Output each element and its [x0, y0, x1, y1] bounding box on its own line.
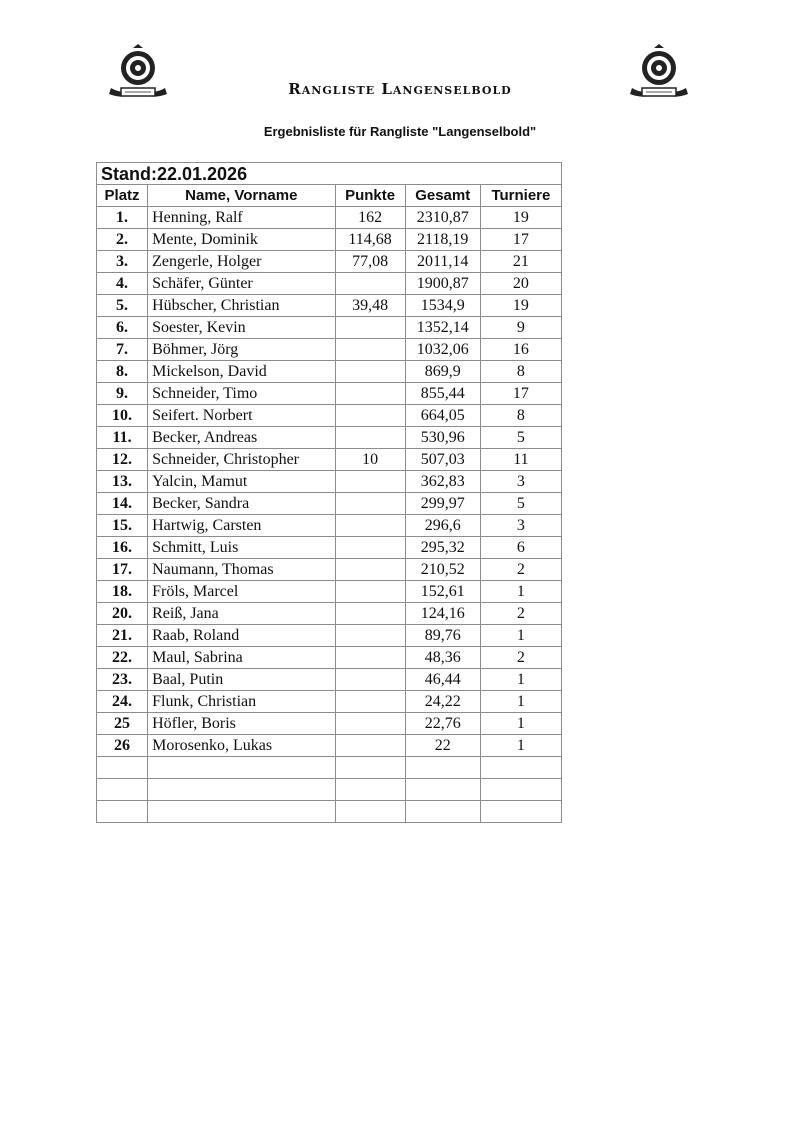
cell-turniere: 17 [480, 383, 561, 405]
cell-platz [97, 801, 148, 823]
cell-turniere: 2 [480, 603, 561, 625]
table-row [97, 207, 562, 229]
cell-turniere: 8 [480, 361, 561, 383]
cell-name: Becker, Andreas [148, 427, 335, 449]
cell-name: Baal, Putin [148, 669, 335, 691]
cell-punkte [335, 757, 405, 779]
cell-punkte [335, 427, 405, 449]
cell-gesamt: 869,9 [405, 361, 480, 383]
table-row [97, 625, 562, 647]
cell-name: Schneider, Timo [148, 383, 335, 405]
table-row [97, 317, 562, 339]
cell-punkte [335, 559, 405, 581]
cell-platz: 25 [97, 713, 148, 735]
stand-date: Stand:22.01.2026 [97, 163, 562, 185]
page-title: Rangliste Langenselbold [288, 80, 512, 98]
table-row [97, 713, 562, 735]
cell-gesamt: 664,05 [405, 405, 480, 427]
cell-punkte [335, 625, 405, 647]
table-row [97, 559, 562, 581]
cell-gesamt: 362,83 [405, 471, 480, 493]
cell-turniere [480, 801, 561, 823]
cell-name [148, 757, 335, 779]
column-header-name: Name, Vorname [148, 185, 335, 207]
cell-turniere: 3 [480, 515, 561, 537]
cell-punkte [335, 801, 405, 823]
cell-punkte [335, 515, 405, 537]
cell-turniere: 1 [480, 691, 561, 713]
cell-turniere: 16 [480, 339, 561, 361]
cell-turniere: 5 [480, 427, 561, 449]
cell-punkte [335, 713, 405, 735]
cell-name: Zengerle, Holger [148, 251, 335, 273]
table-row [97, 537, 562, 559]
table-row [97, 515, 562, 537]
cell-name: Mente, Dominik [148, 229, 335, 251]
cell-punkte [335, 537, 405, 559]
cell-turniere: 9 [480, 317, 561, 339]
table-row [97, 229, 562, 251]
cell-name: Yalcin, Mamut [148, 471, 335, 493]
cell-punkte [335, 669, 405, 691]
cell-name: Schäfer, Günter [148, 273, 335, 295]
cell-turniere: 19 [480, 207, 561, 229]
cell-name [148, 779, 335, 801]
cell-platz: 7. [97, 339, 148, 361]
cell-platz: 9. [97, 383, 148, 405]
cell-gesamt: 22 [405, 735, 480, 757]
cell-platz: 2. [97, 229, 148, 251]
cell-gesamt: 2011,14 [405, 251, 480, 273]
cell-turniere: 6 [480, 537, 561, 559]
cell-gesamt: 855,44 [405, 383, 480, 405]
cell-turniere: 1 [480, 735, 561, 757]
cell-punkte [335, 273, 405, 295]
cell-name: Reiß, Jana [148, 603, 335, 625]
cell-platz [97, 757, 148, 779]
table-row [97, 273, 562, 295]
cell-name: Morosenko, Lukas [148, 735, 335, 757]
cell-platz: 22. [97, 647, 148, 669]
cell-name: Soester, Kevin [148, 317, 335, 339]
table-row [97, 427, 562, 449]
cell-name: Flunk, Christian [148, 691, 335, 713]
cell-punkte [335, 691, 405, 713]
cell-platz: 6. [97, 317, 148, 339]
cell-platz: 20. [97, 603, 148, 625]
cell-punkte [335, 647, 405, 669]
cell-gesamt: 124,16 [405, 603, 480, 625]
table-row [97, 383, 562, 405]
cell-name: Naumann, Thomas [148, 559, 335, 581]
cell-punkte [335, 471, 405, 493]
header-row [97, 185, 562, 207]
cell-platz: 1. [97, 207, 148, 229]
cell-platz: 15. [97, 515, 148, 537]
cell-punkte: 162 [335, 207, 405, 229]
table-row [97, 405, 562, 427]
cell-punkte [335, 339, 405, 361]
table-row [97, 801, 562, 823]
table-row [97, 669, 562, 691]
cell-turniere: 20 [480, 273, 561, 295]
table-row [97, 581, 562, 603]
cell-gesamt: 22,76 [405, 713, 480, 735]
cell-name: Schneider, Christopher [148, 449, 335, 471]
table-row [97, 471, 562, 493]
cell-name: Raab, Roland [148, 625, 335, 647]
results-table [96, 162, 562, 823]
cell-gesamt [405, 757, 480, 779]
table-row [97, 757, 562, 779]
cell-turniere [480, 757, 561, 779]
cell-name: Maul, Sabrina [148, 647, 335, 669]
cell-platz: 8. [97, 361, 148, 383]
cell-name [148, 801, 335, 823]
cell-punkte [335, 493, 405, 515]
cell-punkte: 10 [335, 449, 405, 471]
cell-name: Hartwig, Carsten [148, 515, 335, 537]
column-header-punkte: Punkte [335, 185, 405, 207]
cell-platz: 11. [97, 427, 148, 449]
table-row [97, 295, 562, 317]
cell-name: Fröls, Marcel [148, 581, 335, 603]
cell-punkte [335, 405, 405, 427]
column-header-turniere: Turniere [480, 185, 561, 207]
table-row [97, 691, 562, 713]
table-row [97, 647, 562, 669]
cell-platz: 21. [97, 625, 148, 647]
cell-gesamt [405, 801, 480, 823]
cell-gesamt [405, 779, 480, 801]
cell-gesamt: 296,6 [405, 515, 480, 537]
table-row [97, 493, 562, 515]
table-row [97, 735, 562, 757]
cell-gesamt: 2310,87 [405, 207, 480, 229]
table-row [97, 779, 562, 801]
cell-platz: 18. [97, 581, 148, 603]
cell-turniere: 1 [480, 581, 561, 603]
cell-name: Seifert. Norbert [148, 405, 335, 427]
cell-platz [97, 779, 148, 801]
cell-gesamt: 507,03 [405, 449, 480, 471]
cell-punkte [335, 383, 405, 405]
table-row [97, 361, 562, 383]
cell-punkte: 77,08 [335, 251, 405, 273]
page-subtitle: Ergebnisliste für Rangliste "Langenselbold" [263, 124, 537, 139]
cell-platz: 12. [97, 449, 148, 471]
cell-platz: 24. [97, 691, 148, 713]
cell-gesamt: 48,36 [405, 647, 480, 669]
cell-platz: 13. [97, 471, 148, 493]
cell-punkte: 114,68 [335, 229, 405, 251]
column-header-platz: Platz [97, 185, 148, 207]
cell-gesamt: 210,52 [405, 559, 480, 581]
cell-turniere: 1 [480, 713, 561, 735]
cell-gesamt: 1900,87 [405, 273, 480, 295]
cell-turniere: 19 [480, 295, 561, 317]
cell-punkte [335, 581, 405, 603]
cell-turniere: 2 [480, 647, 561, 669]
cell-turniere [480, 779, 561, 801]
table-row [97, 603, 562, 625]
cell-turniere: 1 [480, 625, 561, 647]
cell-platz: 4. [97, 273, 148, 295]
cell-name: Hübscher, Christian [148, 295, 335, 317]
cell-platz: 14. [97, 493, 148, 515]
cell-platz: 5. [97, 295, 148, 317]
stand-row [97, 163, 562, 185]
cell-turniere: 8 [480, 405, 561, 427]
cell-punkte [335, 361, 405, 383]
cell-punkte: 39,48 [335, 295, 405, 317]
cell-gesamt: 1032,06 [405, 339, 480, 361]
cell-turniere: 21 [480, 251, 561, 273]
cell-gesamt: 2118,19 [405, 229, 480, 251]
table-row [97, 339, 562, 361]
cell-platz: 10. [97, 405, 148, 427]
cell-turniere: 3 [480, 471, 561, 493]
cell-punkte [335, 317, 405, 339]
cell-turniere: 5 [480, 493, 561, 515]
table-row [97, 449, 562, 471]
table-row [97, 251, 562, 273]
cell-name: Böhmer, Jörg [148, 339, 335, 361]
cell-platz: 3. [97, 251, 148, 273]
column-header-gesamt: Gesamt [405, 185, 480, 207]
cell-gesamt: 24,22 [405, 691, 480, 713]
cell-name: Henning, Ralf [148, 207, 335, 229]
cell-platz: 26 [97, 735, 148, 757]
cell-name: Schmitt, Luis [148, 537, 335, 559]
cell-punkte [335, 603, 405, 625]
cell-name: Höfler, Boris [148, 713, 335, 735]
cell-gesamt: 89,76 [405, 625, 480, 647]
cell-platz: 17. [97, 559, 148, 581]
cell-platz: 23. [97, 669, 148, 691]
cell-gesamt: 1534,9 [405, 295, 480, 317]
cell-gesamt: 295,32 [405, 537, 480, 559]
cell-gesamt: 46,44 [405, 669, 480, 691]
cell-punkte [335, 735, 405, 757]
cell-gesamt: 152,61 [405, 581, 480, 603]
cell-turniere: 2 [480, 559, 561, 581]
cell-turniere: 17 [480, 229, 561, 251]
cell-gesamt: 299,97 [405, 493, 480, 515]
cell-turniere: 1 [480, 669, 561, 691]
cell-punkte [335, 779, 405, 801]
cell-turniere: 11 [480, 449, 561, 471]
cell-gesamt: 1352,14 [405, 317, 480, 339]
cell-name: Mickelson, David [148, 361, 335, 383]
cell-platz: 16. [97, 537, 148, 559]
cell-name: Becker, Sandra [148, 493, 335, 515]
cell-gesamt: 530,96 [405, 427, 480, 449]
